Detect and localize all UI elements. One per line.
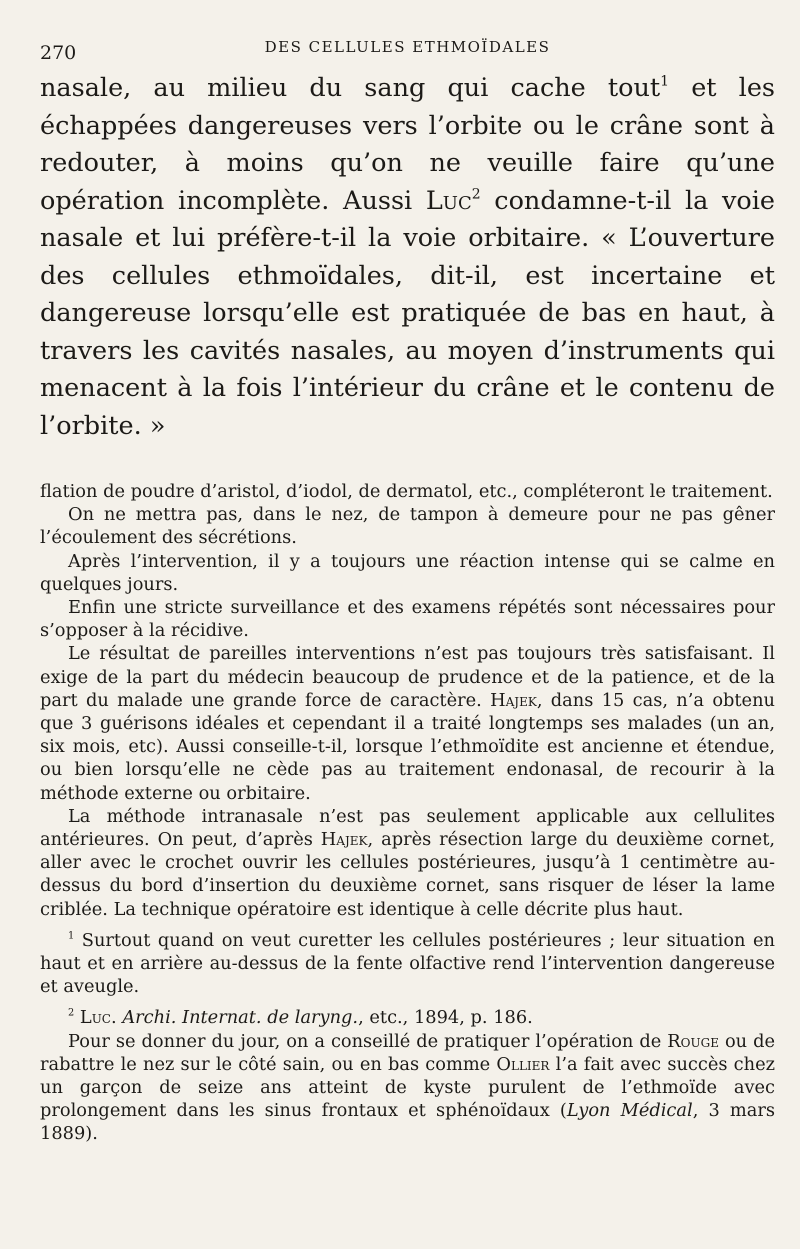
text-segment: l’a fait avec succès chez un garçon de seize ans atteint de kyste purulent de l’ethmoïde avec prolongement dans les sinus frontaux et sphénoïdaux ( <box>40 1053 775 1122</box>
author-name: Hajek <box>490 689 537 711</box>
footnote-ref-2: 2 <box>471 185 481 202</box>
text-segment: Pour se donner du jour, on a conseillé de pratiquer l’opération de <box>68 1030 668 1052</box>
small-paragraph-3: Après l’intervention, il y a toujours une réaction intense qui se calme en quelques jours. <box>40 550 775 595</box>
text-segment: Le résultat de pareilles interventions n’est pas toujours très satisfaisant. Il exige de la part du médecin beaucoup de prudence et de la patience, et de la part du malade une grande force de caractère. <box>40 643 775 711</box>
main-text-segment: nasale, au milieu du sang qui cache tout <box>40 73 661 103</box>
author-name: Hajek <box>320 829 368 851</box>
small-paragraph-5 <box>40 642 775 804</box>
running-title: DES CELLULES ETHMOÏDALES <box>264 38 551 56</box>
small-paragraph-4: Enfin une stricte surveillance et des examens répétés sont nécessaires pour s’opposer à la récidive. <box>40 597 775 642</box>
footnote-text: Surtout quand on veut curetter les cellules postérieures ; leur situation en haut et en arrière au-dessus de la fente olfactive rend l’intervention dangereuse et aveugle. <box>40 929 775 998</box>
footnote-ref-1: 1 <box>660 73 670 90</box>
text-segment: . <box>111 1007 123 1029</box>
main-text-block <box>40 70 775 445</box>
text-segment: , dans 15 cas, n’a obtenu que 3 guérisons idéales et cependant il a traité longtemps ses malades (un an, six mois, etc). Aussi conseille-t-il, lorsque l’ethmoïdite est ancienne et étendue, ou bien lorsqu’elle ne cède pas au traitement endonasal, de recourir à la méthode externe ou orbitaire. <box>40 689 775 804</box>
footnote-mark: 2 <box>68 1008 75 1020</box>
text-segment: , 3 mars 1889). <box>40 1100 775 1145</box>
text-segment: , etc., 1894, p. 186. <box>358 1007 533 1029</box>
footnote-1 <box>40 929 775 999</box>
text-segment: La méthode intranasale n’est pas seulement applicable aux cellulites antérieures. On peut, d’après <box>40 805 775 851</box>
main-text-segment: et les échappées dangereuses vers l’orbite ou le crâne sont à redouter, à moins qu’on ne veuille faire qu’une opération incomplète. Aussi <box>40 73 775 216</box>
text-segment: ou de rabattre le nez sur le côté sain, ou en bas comme <box>40 1030 775 1075</box>
author-name: Ollier <box>496 1053 550 1075</box>
text-segment: , après résection large du deuxième cornet, aller avec le crochet ouvrir les cellules postérieures, jusqu’à 1 centimètre au-dessus du bord d’insertion du deuxième cornet, sans risquer de léser la lame criblée. La technique opératoire est identique à celle décrite plus haut. <box>40 829 775 920</box>
author-name: Luc <box>425 185 472 216</box>
author-name: Luc <box>79 1007 111 1029</box>
small-paragraph-2: On ne mettra pas, dans le nez, de tampon à demeure pour ne pas gêner l’écoulement des sécrétions. <box>40 504 775 549</box>
footnote-2 <box>40 1006 775 1029</box>
journal-title: Archi. Internat. de laryng. <box>122 1007 359 1029</box>
footnote-mark: 1 <box>68 930 75 942</box>
main-text-segment: condamne-t-il la voie nasale et lui préfère-t-il la voie orbitaire. « L’ouverture des cellules ethmoïdales, dit-il, est incertaine et dangereuse lorsqu’elle est pratiquée de bas en haut, à travers les cavités nasales, au moyen d’instruments qui menacent à la fois l’intérieur du crâne et le contenu de l’orbite. » <box>40 185 776 441</box>
small-print-section <box>40 480 775 921</box>
small-paragraph-1: flation de poudre d’aristol, d’iodol, de dermatol, etc., compléteront le traitement. <box>40 481 773 502</box>
footnote-2-continuation <box>40 1030 775 1146</box>
page-header <box>40 30 775 68</box>
footnotes-section <box>40 929 775 1146</box>
page-number: 270 <box>40 42 77 64</box>
author-name: Rouge <box>667 1030 719 1052</box>
small-paragraph-6 <box>40 805 775 921</box>
main-paragraph <box>40 68 775 445</box>
journal-title: Lyon Médical <box>566 1100 693 1122</box>
book-page <box>40 30 775 1146</box>
